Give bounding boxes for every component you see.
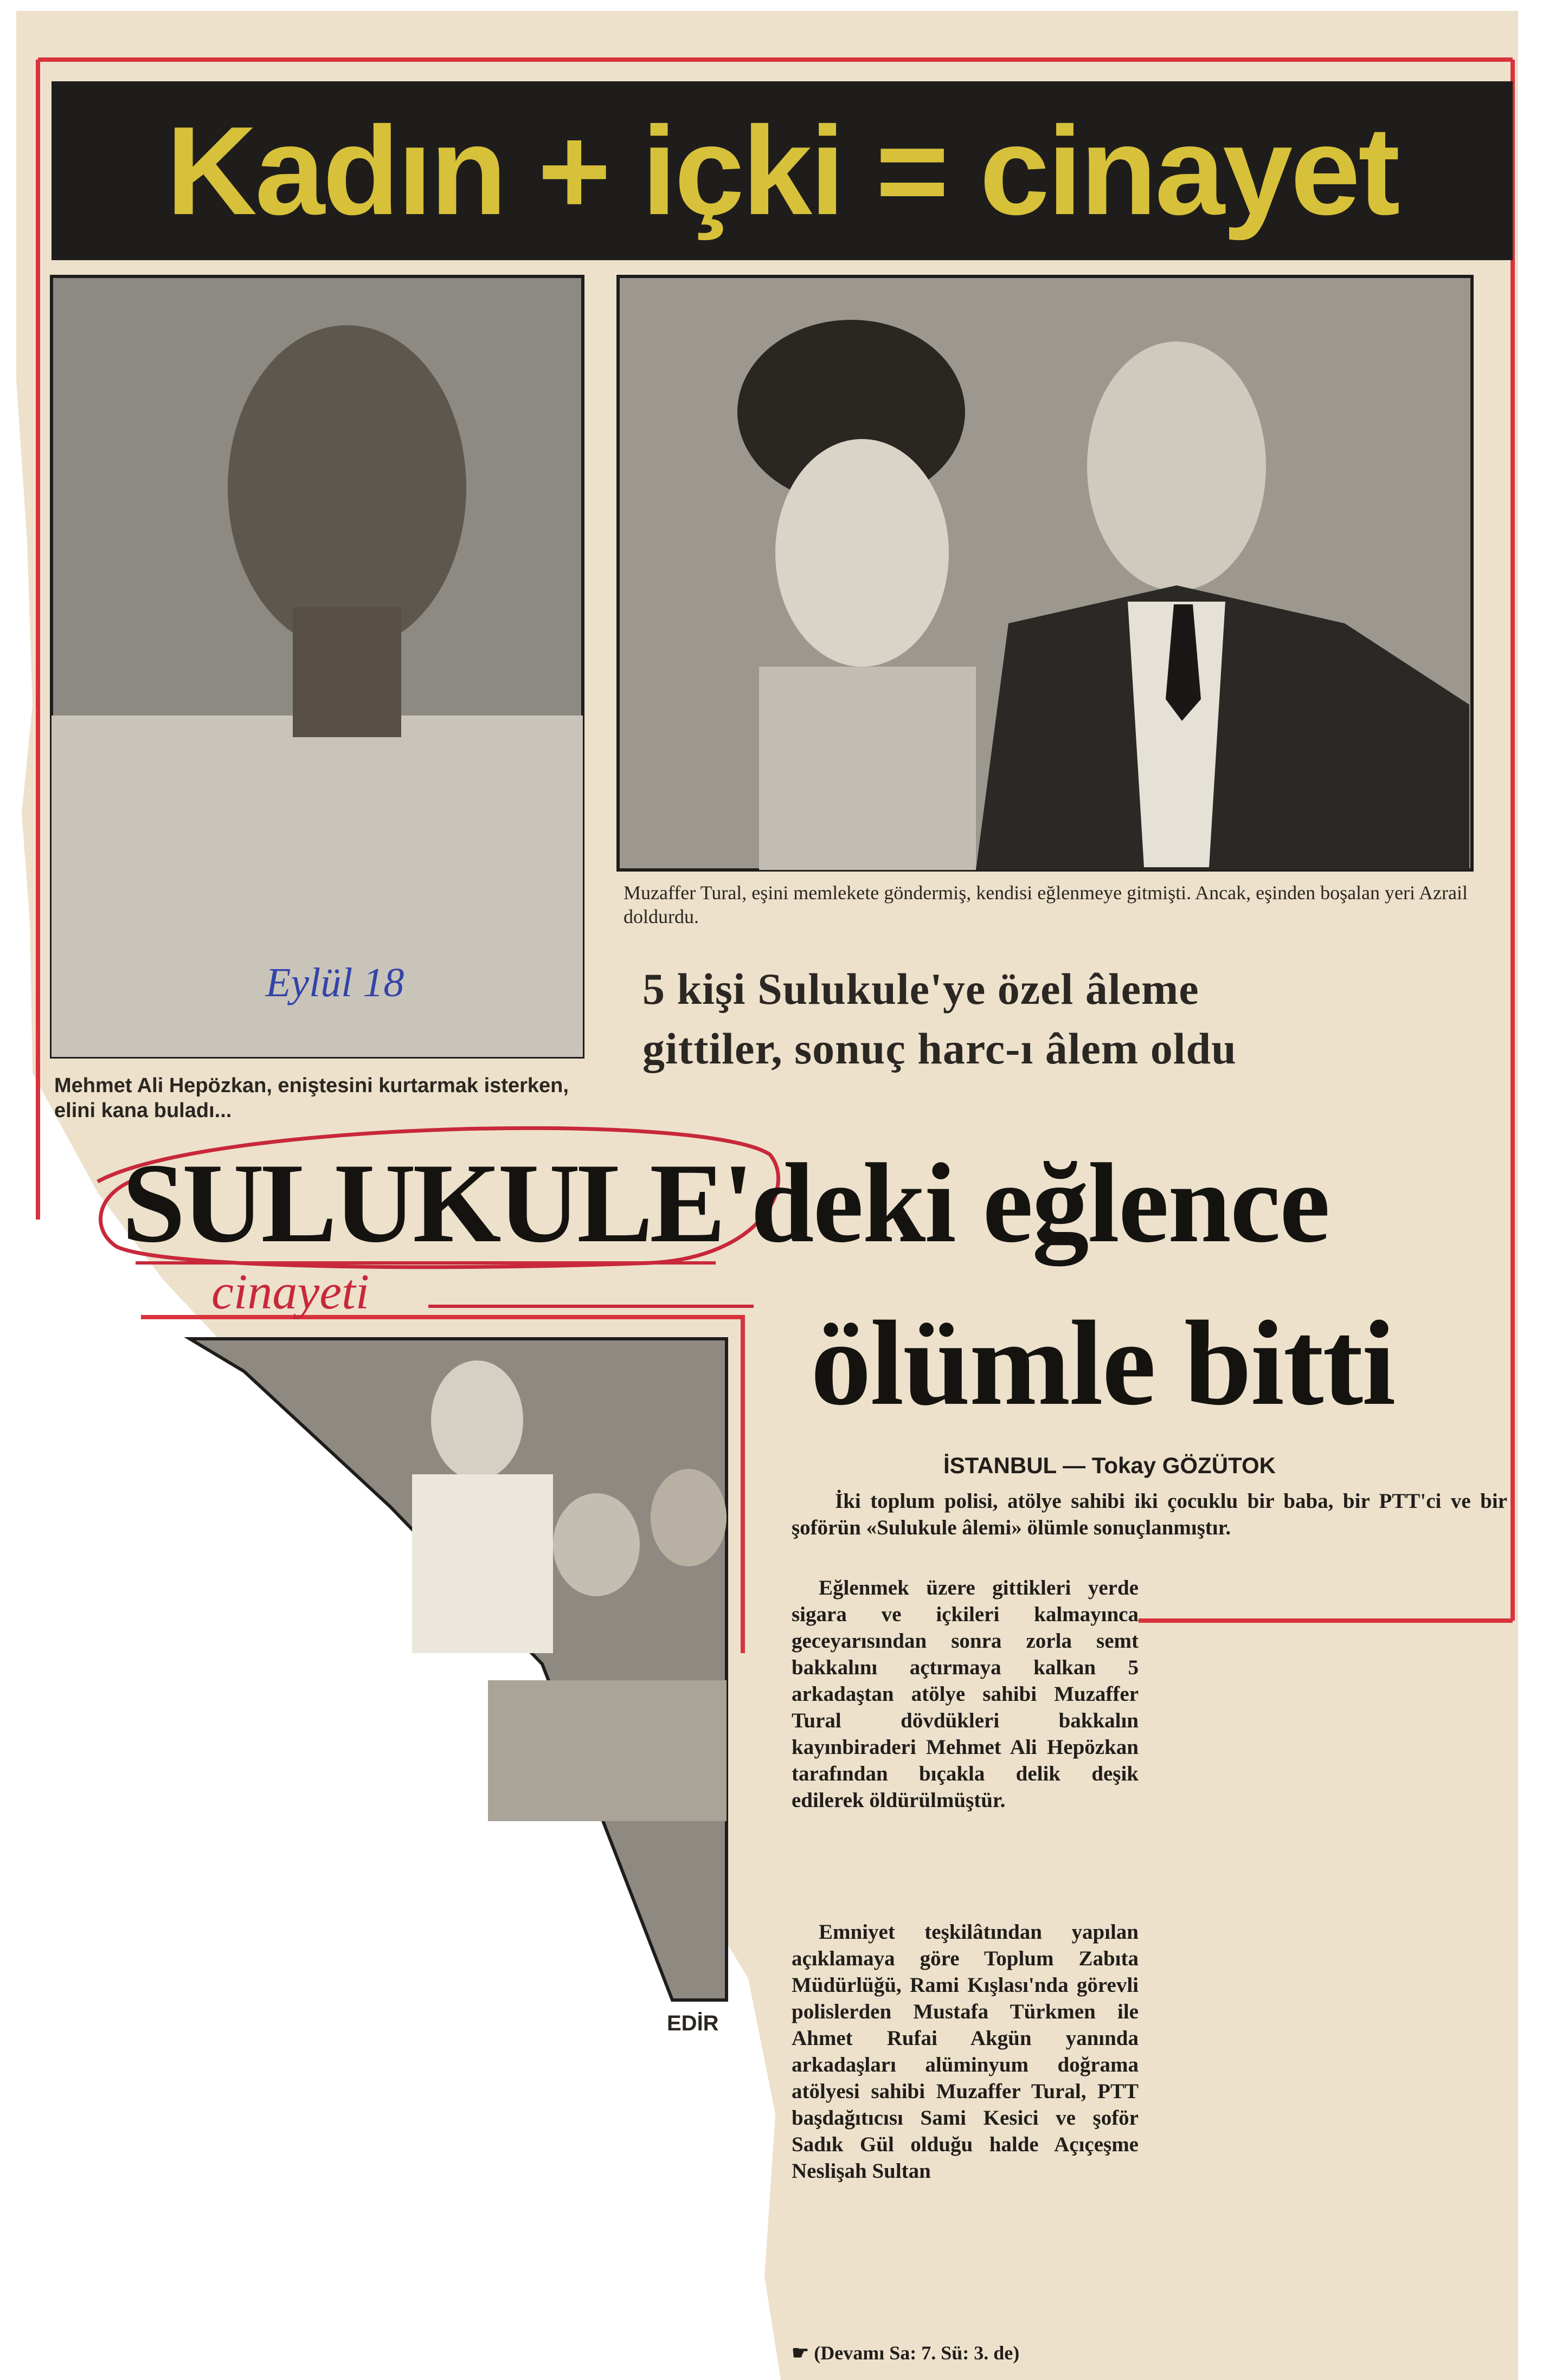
photo-bottom-face-3 (651, 1469, 727, 1566)
headline-deki-eglence: deki eğlence (750, 1140, 1329, 1266)
photo-left-caption: Mehmet Ali Hepözkan, eniştesini kurtarmak isterken, elini kana buladı... (54, 1074, 569, 1122)
handwritten-cinayeti: cinayeti (211, 1264, 370, 1319)
photo-left-head (228, 325, 466, 650)
photo-right-man-face (1087, 341, 1266, 591)
photo-left-neck (293, 607, 401, 737)
pointing-hand-icon: ☛ (792, 2342, 809, 2364)
handwritten-date-note: Eylül 18 (266, 960, 404, 1005)
photo-bottom-desk (488, 1680, 727, 1821)
article-lead: İki toplum polisi, atölye sahibi iki çocuklu bir baba, bir PTT'ci ve bir şoförün «Sulukule âlemi» ölümle sonuçlanmıştır. (792, 1489, 1507, 1539)
article-paragraph-3: Emniyet teşkilâtından yapılan açıklamaya göre Toplum Zabıta Müdürlüğü, Rami Kışlası'nda görevli polislerden Mustafa Türkmen ile Ahmet Rufai Akgün yanında arkadaşları alüminyum doğrama atölyesi sahibi Muzaffer Tural, PTT başdağıtıcısı Sami Kesici ve şoför Sadık Gül olduğu halde Açıçeşme Neslişah Sultan (792, 1920, 1139, 2183)
photo-bottom-shirt (412, 1474, 553, 1653)
continuation-line (792, 2342, 1149, 2364)
subheadline-line-1: 5 kişi Sulukule'ye özel âleme (642, 964, 1199, 1014)
photo-right-woman-face (775, 439, 949, 667)
photo-bottom-face-1 (431, 1360, 523, 1480)
photo-right-woman-body (759, 667, 976, 870)
headline-line-1 (122, 1140, 1329, 1266)
subheadline-line-2: gittiler, sonuç harc-ı âlem oldu (642, 1024, 1237, 1073)
masthead-title: Kadın + içki = cinayet (166, 100, 1398, 241)
article-paragraph-2: Eğlenmek üzere gittikleri yerde sigara ve içkileri kalmayınca geceyarısından sonra zorla semt bakkalını açtırmaya kalkan 5 arkadaştan atölye sahibi Muzaffer Tural dövdükleri bakkalın kayınbiraderi Mehmet Ali Hepözkan tarafından bıçakla delik deşik edilerek öldürülmüştür. (792, 1576, 1139, 1812)
photo-bottom-credit: EDİR (667, 2011, 719, 2035)
continuation-text: (Devamı Sa: 7. Sü: 3. de) (814, 2342, 1020, 2364)
headline-sulukule: SULUKULE' (122, 1140, 751, 1266)
photo-bottom-face-2 (553, 1493, 640, 1596)
headline-line-2: ölümle bitti (811, 1296, 1395, 1430)
byline: İSTANBUL — Tokay GÖZÜTOK (943, 1453, 1276, 1478)
photo-right-caption: Muzaffer Tural, eşini memlekete göndermiş, kendisi eğlenmeye gitmişti. Ancak, eşinden boşalan yeri Azrail doldurdu. (624, 882, 1468, 927)
